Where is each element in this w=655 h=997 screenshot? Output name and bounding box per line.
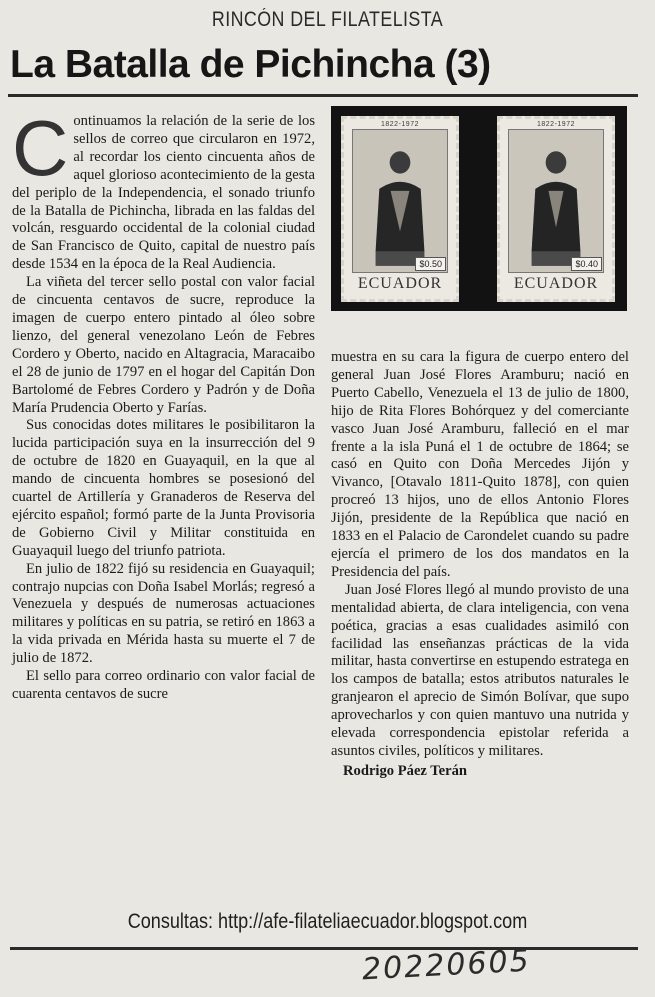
paragraph: El sello para correo ordinario con valor facial de cuarenta centavos de sucre	[12, 668, 315, 702]
stamp-value: $0.50	[415, 257, 446, 271]
paragraph	[12, 104, 315, 274]
general-portrait-icon	[353, 130, 447, 272]
left-column	[12, 104, 315, 704]
paragraph: Juan José Flores llegó al mundo provisto de una mentalidad abierta, de clara inteligencia, con vena poética, gracias a esas cualidades asimiló con facilidad las enseñanzas prácticas de la vida militar, hasta convertirse en estupendo estratega en los campos de batalla; estos atributos naturales le granjearon el aprecio de Simón Bolívar, que supo aprovecharlos y con quien mantuvo una nutrida y elevada correspondencia epistolar referida a asuntos civiles, políticos y militares.	[331, 581, 629, 759]
headline: La Batalla de Pichincha (3)	[10, 43, 491, 86]
right-column	[331, 349, 629, 781]
handwritten-date: 20220605	[361, 943, 532, 988]
stamp-country: ECUADOR	[357, 275, 443, 292]
stamp-value: $0.40	[571, 257, 602, 271]
stamps-photo	[331, 106, 627, 311]
paragraph: muestra en su cara la figura de cuerpo entero del general Juan José Flores Aramburu; nació en Puerto Cabello, Venezuela el 13 de julio de 1800, hijo de Rita Flores Bohórquez y del comerciante vasco Juan José Aramburu, falleció en el mar frente a la isla Puná el 1 de octubre de 1864; se casó en Quito con Doña Mercedes Jijón y Vivanco, [Otavalo 1811-Quito 1878], con quien procreó 13 hijos, uno de ellos Antonio Flores Jijón, presidente de la República que nació en 1833 en el Palacio de Carondelet cuando su padre ejercía el primero de los dos mandatos en la Presidencia del país.	[331, 349, 629, 580]
paragraph: Sus conocidas dotes militares le posibilitaron la lucida participación suya en la insurrección del 9 de octubre de 1820 en Guayaquil, en la que al mando de cincuenta hombres se posesionó del cuartel de Artillería y Granaderos de Reserva del ejército español; formó parte de la Junta Provisoria de Gobierno Civil y Militar constituida en Guayaquil luego del triunfo patriota.	[12, 417, 315, 559]
stamp-portrait	[508, 129, 604, 273]
paragraph-text: ontinuamos la relación de la serie de los sellos de correo que circularon en 1972, al recordar los ciento cincuenta años de aquel glorioso acontecimiento de la gesta del periplo de la Independencia, el sonado triunfo de la Batalla de Pichincha, librada en las faldas del volcán, resguardo occidental de la colonial ciudad de San Francisco de Quito, capital de nuestro país desde 1534 en la época de la Real Audiencia.	[12, 113, 315, 273]
stamp-flores	[497, 116, 615, 302]
top-rule	[8, 94, 638, 97]
section-title: RINCÓN DEL FILATELISTA	[211, 8, 444, 31]
general-portrait-icon	[509, 130, 603, 272]
stamp-years: 1822-1972	[537, 121, 575, 128]
stamp-febres-cordero	[341, 116, 459, 302]
stamp-portrait	[352, 129, 448, 273]
paragraph: En julio de 1822 fijó su residencia en Guayaquil; contrajo nupcias con Doña Isabel Morlás; regresó a Venezuela y después de numerosas actuaciones militares y políticas en su patria, se retiró en 1863 a la vida privada en Mérida hasta su muerte el 7 de julio de 1872.	[12, 560, 315, 667]
stamp-years: 1822-1972	[381, 121, 419, 128]
consultas-link: Consultas: http://afe-filateliaecuador.blogspot.com	[127, 910, 528, 933]
bottom-rule	[10, 947, 638, 950]
paragraph: La viñeta del tercer sello postal con valor facial de cincuenta centavos de sucre, reproduce la imagen de cuerpo entero pintado al óleo sobre lienzo, del general venezolano León de Febres Cordero y Oberto, nacido en Altagracia, Maracaibo el 28 de junio de 1797 en el hogar del Capitán Don Bartolomé de Febres Cordero y Padrón y de Doña María Prudencia Oberto y Farías.	[12, 274, 315, 416]
author-signature: Rodrigo Páez Terán	[343, 762, 468, 779]
drop-cap: C	[12, 104, 69, 192]
stamp-country: ECUADOR	[513, 275, 599, 292]
